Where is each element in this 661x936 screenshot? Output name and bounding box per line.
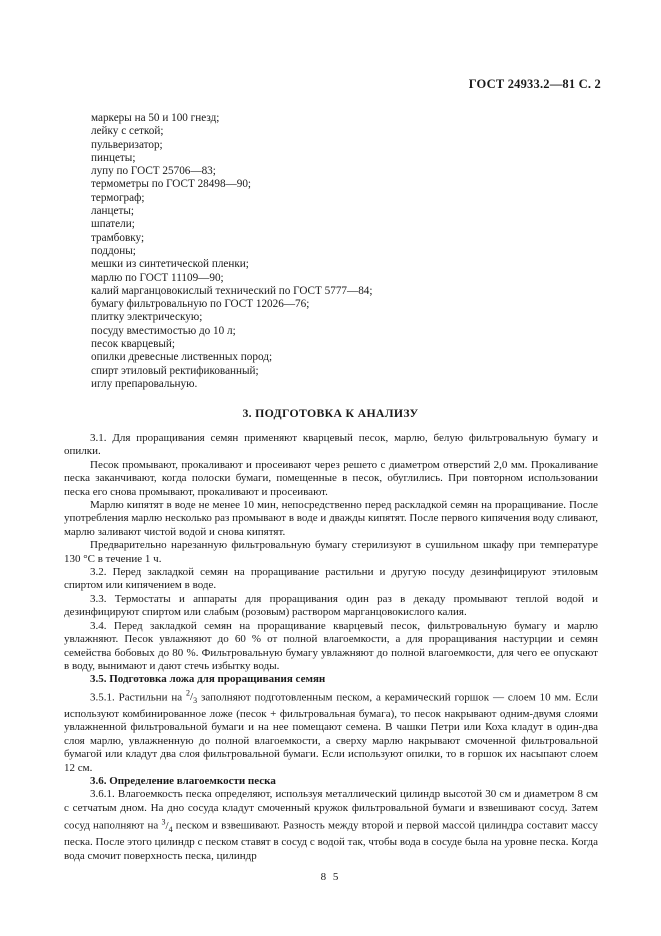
fraction-numerator: 3 xyxy=(161,817,166,827)
list-item: мешки из синтетической пленки; xyxy=(91,258,249,271)
list-item: термограф; xyxy=(91,191,145,204)
fraction-denominator: 3 xyxy=(193,696,198,706)
list-item: калий марганцовокислый технический по ГОСТ 5777—84; xyxy=(91,284,373,297)
list-item: шпатели; xyxy=(91,218,135,231)
page-number: 8 5 xyxy=(320,871,341,883)
fraction: $^3/_4$ xyxy=(161,817,173,835)
list-item: пульверизатор; xyxy=(91,138,163,151)
equipment-list xyxy=(91,112,373,391)
section-body xyxy=(64,432,598,863)
paragraph: 3.2. Перед закладкой семян на проращивание растильни и другую посуду дезинфицируют этиловым спиртом или кипячением в воде. xyxy=(64,566,598,592)
paragraph: Предварительно нарезанную фильтровальную бумагу стерилизуют в сушильном шкафу при температуре 130 °С в течение 1 ч. xyxy=(64,539,598,565)
paragraph: Песок промывают, прокаливают и просеивают через решето с диаметром отверстий 2,0 мм. Прокаливание песка заканчивают, когда полоски бумаги, помещенные в песок, обуглились. При повторном использовании песка его снова промывают, прокаливают и просеивают. xyxy=(64,458,598,498)
list-item: посуду вместимостью до 10 л; xyxy=(91,324,236,337)
list-item: термометры по ГОСТ 28498—90; xyxy=(91,178,252,191)
subsection-heading: 3.6. Определение влагоемкости песка xyxy=(90,775,276,787)
paragraph-text: 3.5.1. Растильни на xyxy=(90,691,187,704)
list-item: марлю по ГОСТ 11109—90; xyxy=(91,271,224,284)
paragraph: 3.1. Для проращивания семян применяют кварцевый песок, марлю, белую фильтровальную бумагу и опилки. xyxy=(64,432,598,458)
list-item: опилки древесные лиственных пород; xyxy=(91,351,273,364)
list-item: маркеры на 50 и 100 гнезд; xyxy=(91,112,220,124)
list-item: лупу по ГОСТ 25706—83; xyxy=(91,165,216,178)
fraction: $^2/_3$ xyxy=(186,688,198,706)
paragraph-text: песком и взвешивают. Разность между второй и первой массой цилиндра составит массу песка. После этого цилиндр с песком ставят в сосуд с водой так, чтобы вода в сосуде была на уровне песка. Когда вода смочит поверхность песка, цилиндр xyxy=(64,819,598,862)
list-item: ланцеты; xyxy=(91,205,135,218)
paragraph-text: заполняют подготовленным песком, а керамический горшок — слоем 10 мм. Если используют комбинированное ложе (песок + фильтровальная бумага), то песок накрывают одним-двумя слоями увлажненной фильтровальной бумаги и на нее помещают семена. В чашки Петри или Коха кладут в один-два слоя марлю, увлажненную до полной влагоемкости, а сверху марлю накрывают смоченной фильтровальной бумагой или кладут два слоя фильтровальной бумаги. Если используют опилки, то в горшок их насыпают слоем 12 см. xyxy=(64,691,599,774)
list-item: спирт этиловый ректификованный; xyxy=(91,364,259,377)
fraction-denominator: 4 xyxy=(168,825,173,835)
paragraph-text: 3.6.1. Влагоемкость песка определяют, используя металлический цилиндр высотой 30 см и диаметром 8 см с сетчатым дном. На дно сосуда кладут смоченный кружок фильтровальной бумаги и взвешивают сосуд. Затем сосуд наполняют на xyxy=(64,788,598,832)
paragraph xyxy=(64,687,598,775)
section-title: 3. ПОДГОТОВКА К АНАЛИЗУ xyxy=(242,406,419,420)
list-item: пинцеты; xyxy=(91,151,136,164)
list-item: лейку с сеткой; xyxy=(91,125,164,138)
paragraph: 3.3. Термостаты и аппараты для проращивания один раз в декаду промывают теплой водой и дезинфицируют спиртом или слабым (розовым) раствором марганцовокислого калия. xyxy=(64,592,598,619)
paragraph: Марлю кипятят в воде не менее 10 мин, непосредственно перед раскладкой семян на проращивание. После употребления марлю несколько раз промывают в воде и дважды кипятят. После первого кипячения воду сливают, марлю заливают чистой водой и снова кипятят. xyxy=(64,499,598,538)
paragraph xyxy=(64,788,598,863)
list-item: песок кварцевый; xyxy=(91,338,175,351)
list-item: трамбовку; xyxy=(91,231,145,244)
list-item: иглу препаровальную. xyxy=(91,377,198,390)
list-item: бумагу фильтровальную по ГОСТ 12026—76; xyxy=(91,298,310,311)
fraction-numerator: 2 xyxy=(186,688,191,698)
list-item: плитку электрическую; xyxy=(91,311,203,324)
list-item: поддоны; xyxy=(91,244,136,257)
paragraph: 3.4. Перед закладкой семян на проращивание кварцевый песок, фильтровальную бумагу и марлю увлажняют. Песок увлажняют до 60 % от полной влагоемкости, а для проращивания настурции и семян семейства бобовых до 80 %. Фильтровальную бумагу увлажняют до полной влагоемкости, для чего ее опускают в воду, вынимают и дают стечь избытку воды. xyxy=(64,619,598,672)
subsection-heading: 3.5. Подготовка ложа для проращивания семян xyxy=(90,673,326,686)
page-header: ГОСТ 24933.2—81 С. 2 xyxy=(468,77,601,91)
